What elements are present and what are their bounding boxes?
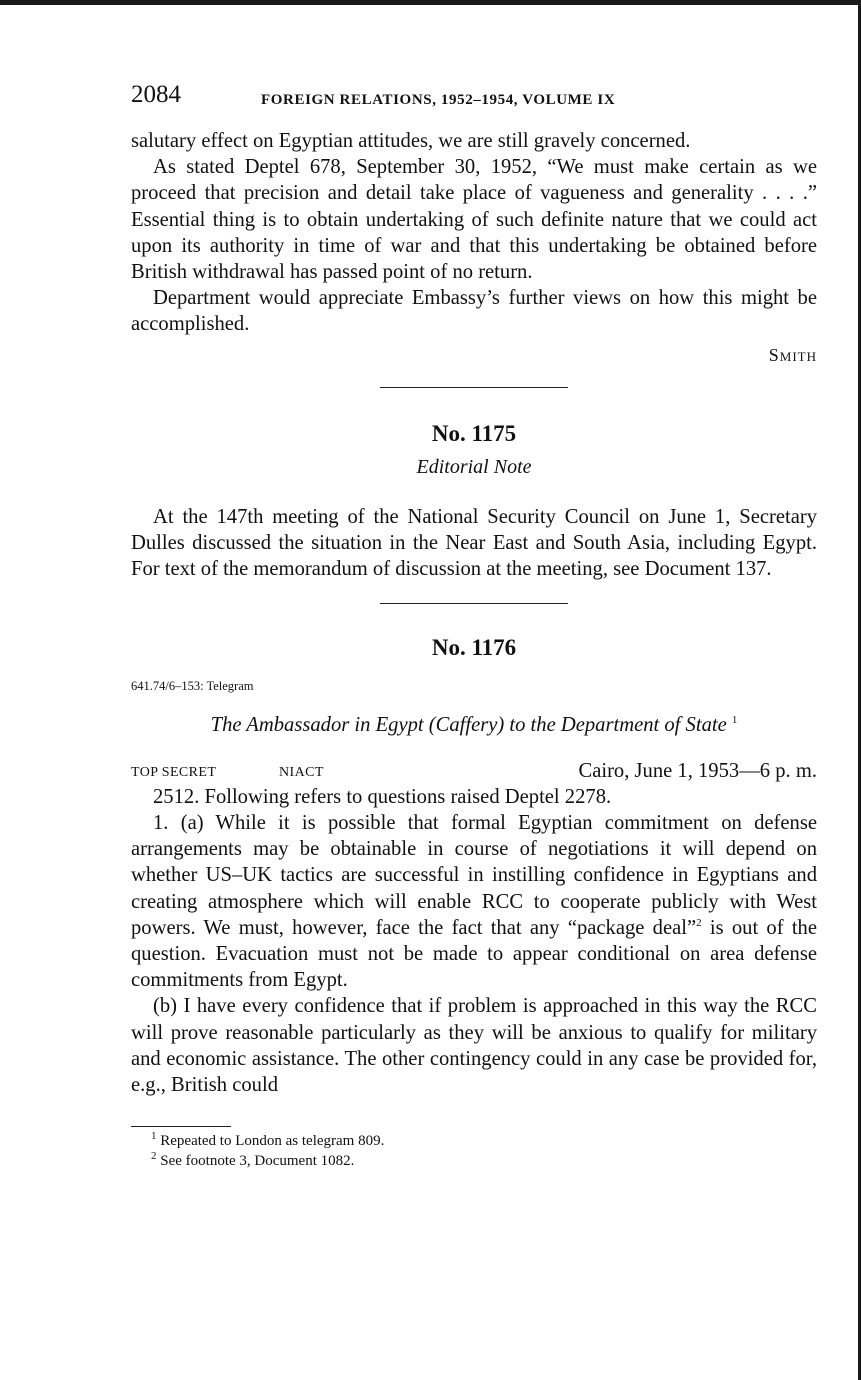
footnote-text: See footnote 3, Document 1082. [156, 1153, 355, 1170]
document-heading-text: The Ambassador in Egypt (Caffery) to the Department of State [210, 713, 727, 736]
editorial-note-body: At the 147th meeting of the National Security Council on June 1, Secretary Dulles discussed the situation in the Near East and South Asia, including Egypt. For text of the memorandum of discussion at the meeting, see Document 137. [131, 506, 817, 581]
footnote-divider [131, 1126, 231, 1127]
document-number: No. 1175 [431, 420, 517, 446]
document-page [131, 80, 817, 1171]
section-divider [380, 387, 568, 388]
page-header [131, 80, 817, 116]
signature: Smith [768, 344, 817, 365]
telegram-paragraph-text: is out of the question. Evacuation must not be made to appear conditional on area defense commitments from Egypt. [131, 916, 817, 992]
telegram-paragraph [131, 810, 817, 993]
file-reference: 641.74/6–153: Telegram [131, 678, 254, 693]
body-paragraph: As stated Deptel 678, September 30, 1952, “We must make certain as we proceed that precision and detail take place of vagueness and generality . . . .” Essential thing is to obtain undertaking of such definite nature that we could act upon its authority in time of war and that this undertaking be obtained before British withdrawal has passed point of no return. [131, 156, 817, 284]
page-number: 2084 [131, 81, 181, 108]
body-paragraph: Department would appreciate Embassy’s further views on how this might be accomplished. [131, 287, 817, 336]
footnote-marker: 2 [696, 917, 702, 929]
classification: TOP SECRET [131, 764, 217, 780]
scan-edge-top [0, 0, 861, 5]
footnote-text: Repeated to London as telegram 809. [156, 1133, 385, 1150]
priority-marking: NIACT [279, 764, 324, 780]
classification-line [131, 758, 817, 784]
document-number: No. 1176 [431, 634, 517, 660]
document-heading [131, 712, 817, 738]
footnote-number: 1 [151, 1130, 157, 1143]
footnote-number: 2 [151, 1150, 157, 1163]
section-divider [380, 603, 568, 604]
telegram-paragraph: (b) I have every confidence that if problem is approached in this way the RCC will prove reasonable particularly as they will be anxious to qualify for military and economic assistance. The other contingency could in any case be provided for, e.g., British could [131, 995, 817, 1097]
footnote [151, 1131, 817, 1151]
document-subtitle: Editorial Note [416, 455, 532, 478]
footnote [151, 1151, 817, 1171]
running-head: FOREIGN RELATIONS, 1952–1954, VOLUME IX [261, 92, 616, 108]
telegram-paragraph-text: 1. (a) While it is possible that formal Egyptian commitment on defense arrangements may be obtainable in course of negotiations it will depend on whether US–UK tactics are successful in instilling confidence in Egyptians and creating atmosphere which will enable RCC to cooperate publicly with West powers. We must, however, face the fact that any “package deal” [131, 812, 817, 939]
telegram-paragraph: 2512. Following refers to questions raised Deptel 2278. [153, 785, 612, 808]
continued-paragraph: salutary effect on Egyptian attitudes, we are still gravely concerned. [131, 130, 691, 152]
footnote-marker: 1 [731, 713, 738, 726]
place-date: Cairo, June 1, 1953—6 p. m. [578, 759, 817, 782]
